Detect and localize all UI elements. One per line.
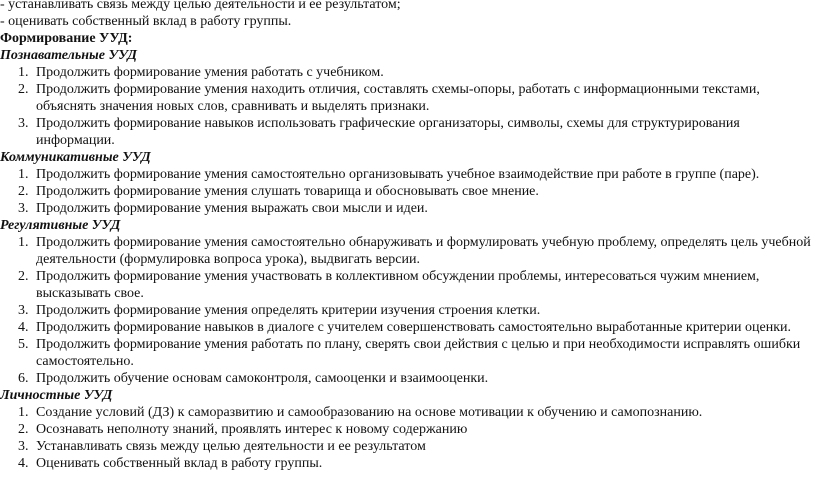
list-item: 1. Продолжить формирование умения работать с учебником. [18, 65, 384, 80]
list-item: 1. Создание условий (ДЗ) к саморазвитию и самообразованию на основе мотивации к обучению и самопознанию. [18, 405, 703, 420]
list-item: 4. Продолжить формирование навыков в диалоге с учителем совершенствовать самостоятельно выработанные критерии оценки. [18, 320, 792, 335]
list-item: 6. Продолжить обучение основам самоконтроля, самооценки и взаимооценки. [18, 371, 489, 386]
communicative-list [0, 166, 812, 217]
list-item: 5. Продолжить формирование умения работать по плану, сверять свои действия с целью и при необходимости исправлять ошибки самостоятельно. [18, 337, 801, 369]
section-title-cognitive: Познавательные УУД [0, 48, 137, 63]
personal-list [0, 404, 812, 472]
regulatory-list [0, 234, 812, 387]
list-item: 2. Продолжить формирование умения находить отличия, составлять схемы-опоры, работать с информационными текстами, объяснять значения новых слов, сравнивать и выделять признаки. [18, 82, 760, 114]
cognitive-list [0, 64, 812, 149]
section-title-personal: Личностные УУД [0, 388, 113, 403]
list-item: 3. Продолжить формирование умения выражать свои мысли и идеи. [18, 201, 428, 216]
intro-line-1: - устанавливать связь между целью деятельности и ее результатом; [0, 0, 401, 12]
list-item: 3. Продолжить формирование умения определять критерии изучения строения клетки. [18, 303, 541, 318]
list-item: 2. Продолжить формирование умения участвовать в коллективном обсуждении проблемы, интересоваться чужим мнением, высказывать свое. [18, 269, 760, 301]
list-item: 2. Продолжить формирование умения слушать товарища и обосновывать свое мнение. [18, 184, 539, 199]
section-title-regulatory: Регулятивные УУД [0, 218, 121, 233]
list-item: 2. Осознавать неполноту знаний, проявлять интерес к новому содержанию [18, 422, 468, 437]
list-item: 4. Оценивать собственный вклад в работу группы. [18, 456, 323, 471]
list-item: 3. Устанавливать связь между целью деятельности и ее результатом [18, 439, 426, 454]
uud-heading: Формирование УУД: [0, 31, 133, 46]
section-title-communicative: Коммуникативные УУД [0, 150, 151, 165]
list-item: 1. Продолжить формирование умения самостоятельно организовывать учебное взаимодействие при работе в группе (паре). [18, 167, 760, 182]
list-item: 1. Продолжить формирование умения самостоятельно обнаруживать и формулировать учебную проблему, определять цель учебной деятельности (формулировка вопроса урока), выдвигать версии. [18, 235, 811, 267]
list-item: 3. Продолжить формирование навыков использовать графические организаторы, символы, схемы для структурирования информации. [18, 116, 740, 148]
intro-line-2: - оценивать собственный вклад в работу группы. [0, 14, 292, 29]
